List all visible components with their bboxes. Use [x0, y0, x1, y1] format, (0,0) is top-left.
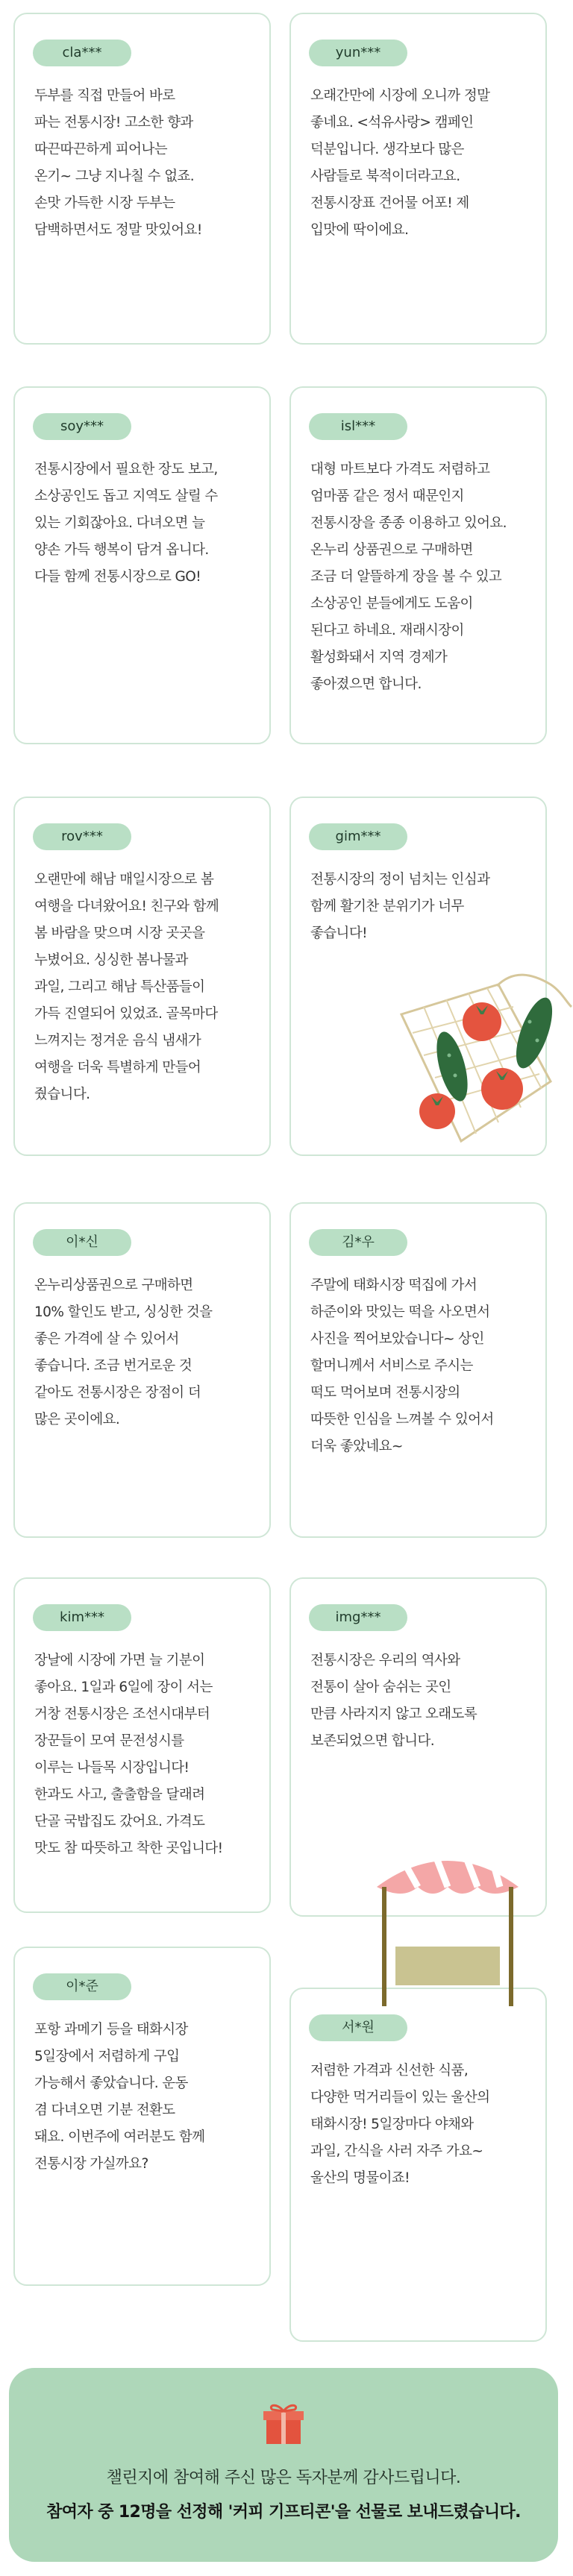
- gift-box-icon: [263, 2401, 304, 2445]
- market-stall-tent-illustration: [373, 1842, 522, 2006]
- review-text: 장날에 시장에 가면 늘 기분이 좋아요. 1일과 6일에 장이 서는 거창 전통시장은 조선시대부터 장꾼들이 모여 문전성시를 이루는 나들목 시장입니다! 한과도 사고, 출출함을 달래려 단골 국밥집도 갔어요. 가격도 맛도 참 따뜻하고 착한 곳입니다!: [34, 1653, 223, 1856]
- review-text: 대형 마트보다 가격도 저렴하고 엄마품 같은 정서 때문인지 전통시장을 종종 이용하고 있어요. 온누리 상품권으로 구매하면 조금 더 알뜰하게 장을 볼 수 있고 소상공인 분들에게도 도움이 된다고 하네요. 재래시장이 활성화돼서 지역 경제가 좋아졌으면 합니다.: [310, 462, 507, 692]
- review-author: cla***: [33, 40, 131, 66]
- review-author: gim***: [309, 823, 407, 850]
- review-text: 전통시장은 우리의 역사와 전통이 살아 숨쉬는 곳인 만큼 사라지지 않고 오래도록 보존되었으면 합니다.: [310, 1653, 478, 1749]
- review-card-7: [13, 1202, 271, 1538]
- review-card-12: [289, 1988, 547, 2342]
- review-text: 주말에 태화시장 떡집에 가서 하준이와 맛있는 떡을 사오면서 사진을 찍어보았습니다~ 상인 할머니께서 서비스로 주시는 떡도 먹어보며 전통시장의 따뜻한 인심을 느껴볼 수 있어서 더욱 좋았네요~: [310, 1278, 494, 1454]
- review-text: 두부를 직접 만들어 바로 파는 전통시장! 고소한 향과 따끈따끈하게 피어나는 온기~ 그냥 지나칠 수 없죠. 손맛 가득한 시장 두부는 담백하면서도 정말 맛있어요!: [34, 88, 202, 238]
- review-author: 서*원: [309, 2014, 407, 2041]
- review-card-3: [13, 386, 271, 744]
- review-text: 포항 과메기 등을 태화시장 5일장에서 저렴하게 구입 가능해서 좋았습니다. 운동 겸 다녀오면 기분 전환도 돼요. 이번주에 여러분도 함께 전통시장 가실까요?: [34, 2022, 205, 2172]
- review-text: 저렴한 가격과 신선한 식품, 다양한 먹거리들이 있는 울산의 태화시장! 5일장마다 야채와 과일, 간식을 사러 자주 가요~ 울산의 명물이죠!: [310, 2063, 490, 2186]
- review-author: soy***: [33, 413, 131, 440]
- vegetable-net-bag-illustration: [372, 962, 573, 1156]
- review-author: 이*신: [33, 1229, 131, 1256]
- review-text: 오래간만에 시장에 오니까 정말 좋네요. <석유사랑> 캠페인 덕분입니다. 생각보다 많은 사람들로 북적이더라고요. 전통시장표 건어물 어포! 제 입맛에 딱이에요.: [310, 88, 490, 238]
- review-card-11: [13, 1947, 271, 2286]
- footer-banner: [9, 2368, 558, 2562]
- review-text: 온누리상품권으로 구매하면 10% 할인도 받고, 싱싱한 것을 좋은 가격에 살 수 있어서 좋습니다. 조금 번거로운 것 같아도 전통시장은 장점이 더 많은 곳이에요.: [34, 1278, 213, 1427]
- footer-thanks-text: 챌린지에 참여해 주신 많은 독자분께 감사드립니다.: [106, 2469, 461, 2487]
- review-author: 김*우: [309, 1229, 407, 1256]
- review-text: 오랜만에 해남 매일시장으로 봄 여행을 다녀왔어요! 친구와 함께 봄 바람을 맞으며 시장 곳곳을 누볐어요. 싱싱한 봄나물과 과일, 그리고 해남 특산품들이 가득 진열되어 있었죠. 골목마다 느껴지는 정겨운 음식 냄새가 여행을 더욱 특별하게 만들어 줬습니다.: [34, 872, 219, 1102]
- review-author: kim***: [33, 1604, 131, 1631]
- review-author: yun***: [309, 40, 407, 66]
- review-text: 전통시장에서 필요한 장도 보고, 소상공인도 돕고 지역도 살릴 수 있는 기회잖아요. 다녀오면 늘 양손 가득 행복이 담겨 옵니다. 다들 함께 전통시장으로 GO!: [34, 462, 218, 585]
- review-card-9: [13, 1577, 271, 1913]
- review-card-4: [289, 386, 547, 744]
- review-author: isl***: [309, 413, 407, 440]
- review-card-8: [289, 1202, 547, 1538]
- footer-gift-notice: 참여자 중 12명을 선정해 '커피 기프티콘'을 선물로 보내드렸습니다.: [46, 2503, 521, 2522]
- review-author: rov***: [33, 823, 131, 850]
- review-card-2: [289, 13, 547, 345]
- review-author: 이*준: [33, 1973, 131, 2000]
- review-card-5: [13, 797, 271, 1156]
- review-text: 전통시장의 정이 넘치는 인심과 함께 활기찬 분위기가 너무 좋습니다!: [310, 872, 490, 941]
- review-card-1: [13, 13, 271, 345]
- review-author: img***: [309, 1604, 407, 1631]
